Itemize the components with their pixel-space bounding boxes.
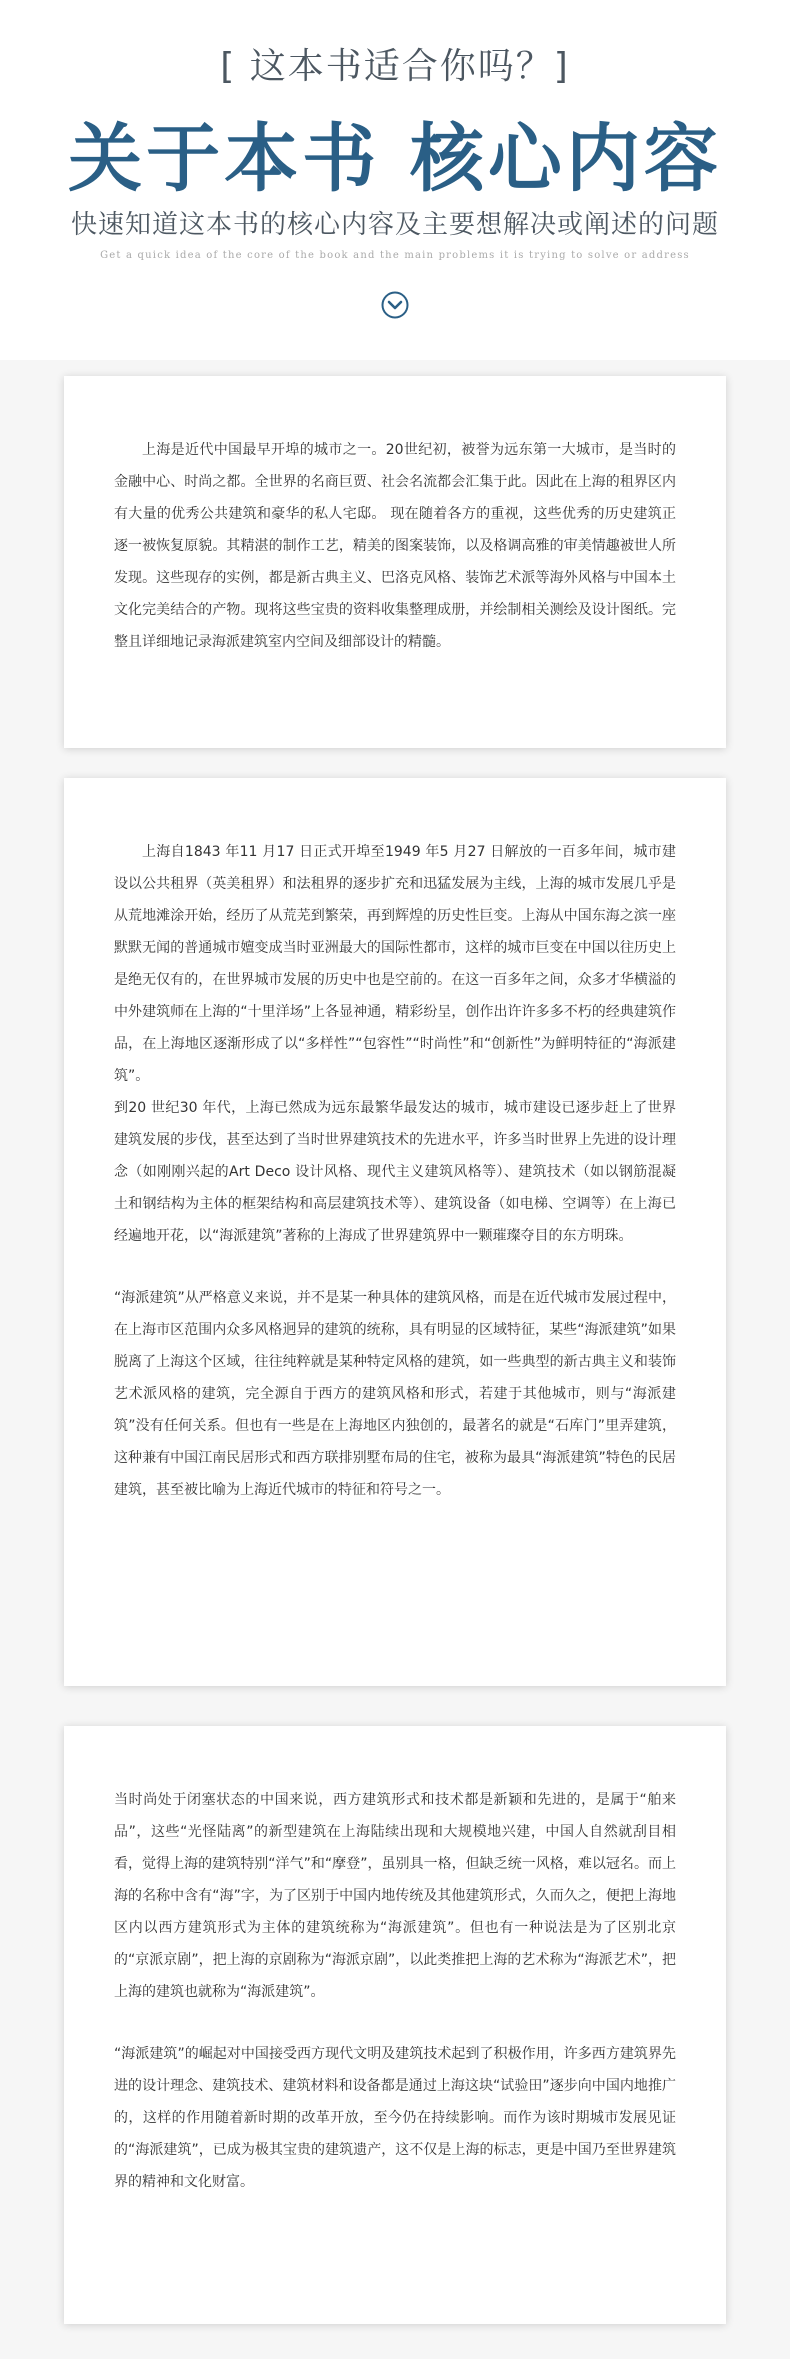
page-title: 关于本书 核心内容: [68, 116, 722, 202]
content-card-1: [64, 376, 726, 748]
section-kicker: [ 这本书适合你吗？]: [220, 46, 570, 87]
paragraph: 上海自1843 年11 月17 日正式开埠至1949 年5 月27 日解放的一百多年间，城市建设以公共租界（英美租界）和法租界的逐步扩充和迅猛发展为主线，上海的城市发展几乎是从荒地滩涂开始，经历了从荒芜到繁荣，再到辉煌的历史性巨变。上海从中国东海之滨一座默默无闻的普通城市嬗变成当时亚洲最大的国际性都市，这样的城市巨变在中国以往历史上是绝无仅有的，在世界城市发展的历史中也是空前的。在这一百多年之间，众多才华横溢的中外建筑师在上海的“十里洋场”上各显神通，精彩纷呈，创作出许许多多不朽的经典建筑作品，在上海地区逐渐形成了以“多样性”“包容性”“时尚性”和“创新性”为鲜明特征的“海派建筑”。: [114, 844, 676, 1084]
intro-header: [0, 0, 790, 360]
content-card-3: [64, 1726, 726, 2324]
paragraph: 到20 世纪30 年代，上海已然成为远东最繁华最发达的城市，城市建设已逐步赶上了世界建筑发展的步伐，甚至达到了当时世界建筑技术的先进水平，许多当时世界上先进的设计理念（如刚刚兴起的Art Deco 设计风格、现代主义建筑风格等）、建筑技术（如以钢筋混凝土和钢结构为主体的框架结构和高层建筑技术等）、建筑设备（如电梯、空调等）在上海已经遍地开花，以“海派建筑”著称的上海成了世界建筑界中一颗璀璨夺目的东方明珠。: [114, 1100, 676, 1244]
paragraph: 上海是近代中国最早开埠的城市之一。20世纪初，被誉为远东第一大城市，是当时的金融中心、时尚之都。全世界的名商巨贾、社会名流都会汇集于此。因此在上海的租界区内有大量的优秀公共建筑和豪华的私人宅邸。 现在随着各方的重视，这些优秀的历史建筑正逐一被恢复原貌。其精湛的制作工艺，精美的图案装饰，以及格调高雅的审美情趣被世人所发现。这些现存的实例，都是新古典主义、巴洛克风格、装饰艺术派等海外风格与中国本土文化完美结合的产物。现将这些宝贵的资料收集整理成册，并绘制相关测绘及设计图纸。完整且详细地记录海派建筑室内空间及细部设计的精髓。: [114, 442, 676, 650]
content-card-2: [64, 778, 726, 1686]
paragraph: “海派建筑”的崛起对中国接受西方现代文明及建筑技术起到了积极作用，许多西方建筑界先进的设计理念、建筑技术、建筑材料和设备都是通过上海这块“试验田”逐步向中国内地推广的，这样的作用随着新时期的改革开放，至今仍在持续影响。而作为该时期城市发展见证的“海派建筑”，已成为极其宝贵的建筑遗产，这不仅是上海的标志，更是中国乃至世界建筑界的精神和文化财富。: [114, 2046, 676, 2190]
paragraph: “海派建筑”从严格意义来说，并不是某一种具体的建筑风格，而是在近代城市发展过程中，在上海市区范围内众多风格迥异的建筑的统称，具有明显的区域特征，某些“海派建筑”如果脱离了上海这个区域，往往纯粹就是某种特定风格的建筑，如一些典型的新古典主义和装饰艺术派风格的建筑，完全源自于西方的建筑风格和形式，若建于其他城市，则与“海派建筑”没有任何关系。但也有一些是在上海地区内独创的，最著名的就是“石库门”里弄建筑，这种兼有中国江南民居形式和西方联排别墅布局的住宅，被称为最具“海派建筑”特色的民居建筑，甚至被比喻为上海近代城市的特征和符号之一。: [114, 1290, 676, 1498]
chevron-down-circle-icon: [380, 290, 410, 320]
subtitle-chinese: 快速知道这本书的核心内容及主要想解决或阐述的问题: [70, 210, 719, 240]
subtitle-english: Get a quick idea of the core of the book and the main problems it is trying to solve or address: [100, 250, 690, 261]
paragraph: 当时尚处于闭塞状态的中国来说，西方建筑形式和技术都是新颖和先进的，是属于“舶来品”，这些“光怪陆离”的新型建筑在上海陆续出现和大规模地兴建，中国人自然就刮目相看，觉得上海的建筑特别“洋气”和“摩登”，虽别具一格，但缺乏统一风格，难以冠名。而上海的名称中含有“海”字，为了区别于中国内地传统及其他建筑形式，久而久之，便把上海地区内以西方建筑形式为主体的建筑统称为“海派建筑”。但也有一种说法是为了区别北京的“京派京剧”，把上海的京剧称为“海派京剧”，以此类推把上海的艺术称为“海派艺术”，把上海的建筑也就称为“海派建筑”。: [114, 1792, 676, 2000]
